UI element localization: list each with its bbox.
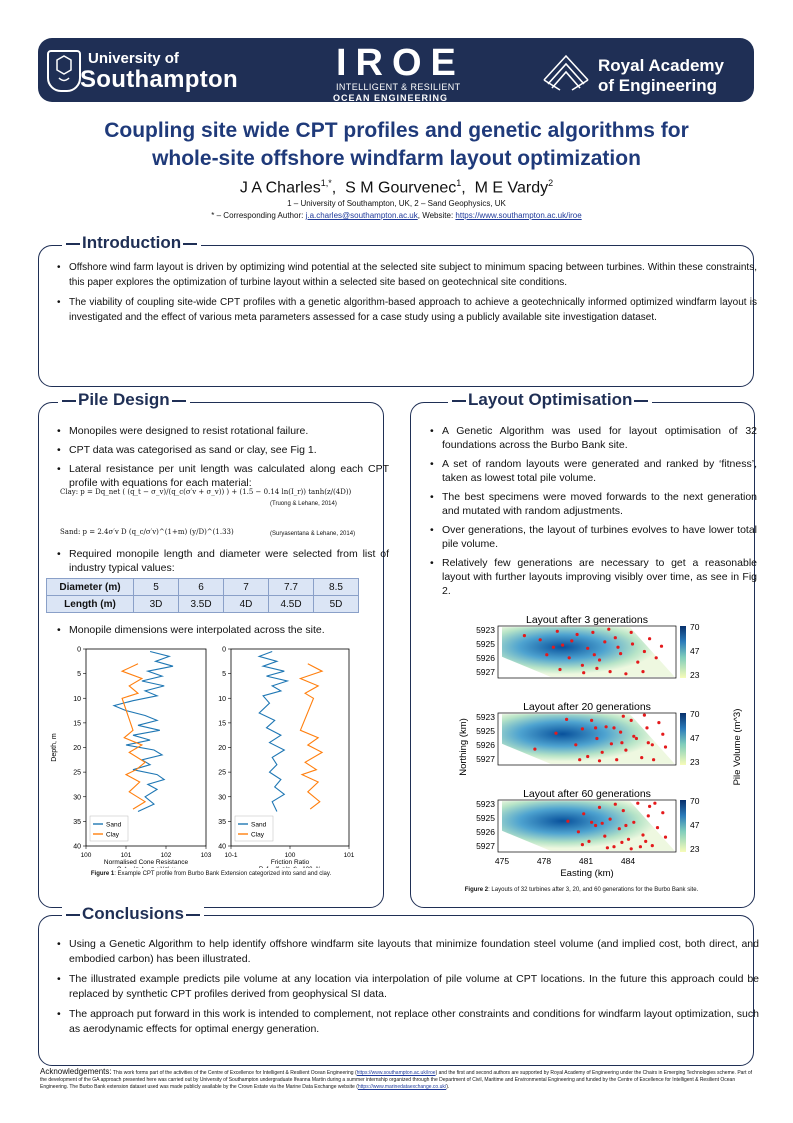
turbine-marker (591, 631, 594, 634)
x-tick-label: 101 (120, 852, 132, 859)
turbine-marker (594, 726, 597, 729)
colorbar (680, 800, 686, 852)
y-tick-label: 40 (73, 843, 81, 851)
poster-title-line2: whole-site offshore windfarm layout optimization (152, 147, 641, 170)
author-3: M E Vardy (474, 179, 549, 197)
table-cell: 8.5 (314, 579, 359, 596)
turbine-marker (581, 727, 584, 730)
y-tick-label: 30 (218, 794, 226, 802)
x-tick-label: 478 (536, 856, 552, 866)
y-tick-label: 20 (73, 745, 81, 752)
list-item: • Over generations, the layout of turbines evolves to have lower total pile volume. (442, 523, 757, 551)
turbine-marker (581, 664, 584, 667)
figure-2-caption (410, 887, 753, 893)
y-tick-label: 5923 (476, 799, 495, 809)
list-item: • The approach put forward in this work is intended to complement, not replace other constraints and conditions for windfarm layout optimization, such as aerodynamic effects for optimal energy generation. (69, 1007, 759, 1037)
turbine-marker (640, 756, 643, 759)
ack-text-3: ). (446, 1084, 450, 1090)
table-cell: 5 (134, 579, 179, 596)
y-tick-label: 40 (218, 843, 226, 851)
turbine-marker (624, 672, 627, 675)
ack-text-1: This work forms part of the activities of the Centre of Excellence for Intelligent & Resilient Ocean Engineering ( (111, 1070, 357, 1076)
turbine-marker (578, 758, 581, 761)
turbine-marker (552, 646, 555, 649)
figure-2-caption-text: : Layouts of 32 turbines after 3, 20, and 60 generations for the Burbo Bank site. (488, 887, 699, 893)
x-tick-label: 101 (343, 852, 355, 859)
turbine-marker (664, 836, 667, 839)
turbine-marker (641, 670, 644, 673)
legend-label-clay: Clay (251, 831, 265, 839)
turbine-marker (631, 642, 634, 645)
ack-iroe-link[interactable]: https://www.southampton.ac.uk/iroe (356, 1070, 436, 1076)
turbine-marker (651, 844, 654, 847)
y-tick-label: 0 (77, 646, 81, 654)
legend-label-clay: Clay (106, 831, 120, 839)
turbine-marker (576, 633, 579, 636)
turbine-marker (523, 634, 526, 637)
turbine-marker (639, 845, 642, 848)
colorbar-tick-label: 70 (690, 622, 700, 632)
turbine-marker (603, 835, 606, 838)
y-tick-label: 0 (222, 646, 226, 654)
colorbar (680, 626, 686, 678)
author-1-affiliation: 1,* (320, 178, 332, 188)
x-tick-label: 475 (494, 856, 510, 866)
y-tick-label: 5925 (476, 726, 495, 736)
y-tick-label: 5927 (476, 667, 495, 677)
turbine-marker (661, 811, 664, 814)
corr-website-link[interactable]: https://www.southampton.ac.uk/iroe (455, 211, 582, 220)
x-tick-label: 481 (578, 856, 594, 866)
x-tick-label: 102 (160, 852, 172, 859)
iroe-logo-subtitle1: INTELLIGENT & RESILIENT (336, 82, 461, 92)
y-tick-label: 35 (218, 818, 226, 826)
legend-label-sand: Sand (106, 821, 122, 829)
turbine-marker (657, 721, 660, 724)
royal-academy-logo-icon (540, 50, 592, 92)
turbine-marker (630, 847, 633, 850)
turbine-marker (614, 636, 617, 639)
turbine-marker (635, 737, 638, 740)
figure-1-caption-text: : Example CPT profile from Burbo Bank Extension categorized into sand and clay. (114, 871, 332, 877)
list-item: • Monopiles were designed to resist rotational failure. (69, 424, 389, 438)
turbine-marker (615, 758, 618, 761)
turbine-marker (652, 758, 655, 761)
turbine-marker (582, 812, 585, 815)
colorbar-tick-label: 47 (690, 646, 700, 656)
pile-design-heading: Pile Design (58, 390, 190, 410)
turbine-marker (647, 814, 650, 817)
list-item: • Using a Genetic Algorithm to help identify offshore windfarm site layouts that minimize foundation steel volume (and implied cost, both direct, and embodied carbon) has been illustrated. (69, 937, 759, 967)
royal-academy-name-line2: of Engineering (598, 76, 717, 95)
figure-1-caption-label: Figure 1 (90, 871, 115, 877)
table-cell: 7 (224, 579, 269, 596)
list-item: • Offshore wind farm layout is driven by optimizing wind potential at the selected site subject to minimum spacing between turbines. Within these constraints, this paper explores the optimization of turbine layout within a selected site based on geotechnical site conditions. (69, 260, 757, 290)
layout-title: Layout after 60 generations (523, 788, 651, 800)
turbine-marker (653, 802, 656, 805)
turbine-marker (586, 647, 589, 650)
legend-label-sand: Sand (251, 821, 267, 829)
turbine-marker (644, 840, 647, 843)
turbine-marker (620, 841, 623, 844)
list-item: • CPT data was categorised as sand or clay, see Fig 1. (69, 443, 389, 457)
colorbar-tick-label: 23 (690, 757, 700, 767)
turbine-marker (619, 731, 622, 734)
turbine-marker (582, 671, 585, 674)
table-cell: 4.5D (269, 596, 314, 613)
table-cell: 6 (179, 579, 224, 596)
clay-equation: Clay: p = Dq_net ( (q_t − σ_v)/(q_c(σ′v + σ_v)) ) + (1.5 − 0.14 ln(I_r)) tanh(z/(4D)) (60, 488, 352, 496)
turbine-marker (545, 653, 548, 656)
turbine-marker (598, 658, 601, 661)
turbine-marker (561, 644, 564, 647)
turbine-marker (636, 661, 639, 664)
turbine-marker (598, 759, 601, 762)
colorbar-tick-label: 23 (690, 670, 700, 680)
y-tick-label: 5 (77, 671, 81, 679)
introduction-list (55, 260, 757, 330)
conclusions-heading: Conclusions (62, 904, 204, 924)
turbine-marker (643, 714, 646, 717)
turbine-marker (656, 826, 659, 829)
list-item: • Lateral resistance per unit length was calculated along each CPT profile with equations for each material: (69, 462, 389, 490)
x-tick-label: 100 (80, 852, 92, 859)
colorbar-tick-label: 70 (690, 709, 700, 719)
y-tick-label: 5926 (476, 740, 495, 750)
corresponding-author (40, 211, 753, 220)
turbine-marker (539, 638, 542, 641)
list-item: • The illustrated example predicts pile volume at any location via interpolation of pile volume at CPT locations. In the future this approach could be replaced by synthetic CPT profiles derived from geophysical SI data. (69, 972, 759, 1002)
turbine-marker (618, 827, 621, 830)
turbine-marker (577, 830, 580, 833)
y-tick-label: 5927 (476, 754, 495, 764)
turbine-marker (660, 645, 663, 648)
colorbar-label: Pile Volume (m^3) (732, 708, 743, 786)
y-tick-label: 5 (222, 671, 226, 679)
y-tick-label: 25 (218, 769, 226, 777)
author-2-affiliation: 1 (456, 178, 462, 188)
university-name-line2: Southampton (80, 66, 238, 93)
poster-title-line1: Coupling site wide CPT profiles and genetic algorithms for (104, 119, 689, 142)
pile-design-list-2 (55, 547, 389, 580)
corr-prefix: * – Corresponding Author: (211, 211, 306, 220)
turbine-marker (648, 637, 651, 640)
turbine-marker (630, 631, 633, 634)
figure-1-caption (46, 871, 376, 877)
monopile-dimensions-table (46, 578, 359, 613)
table-cell: 4D (224, 596, 269, 613)
clay-equation-reference: (Truong & Lehane, 2014) (270, 501, 337, 507)
table-cell: 3D (134, 596, 179, 613)
y-tick-label: 5926 (476, 653, 495, 663)
turbine-marker (581, 843, 584, 846)
table-row (47, 579, 359, 596)
turbine-marker (655, 656, 658, 659)
list-item: • Relatively few generations are necessary to get a reasonable layout with further layouts improving visibly over time, as see in Fig 2. (442, 556, 757, 598)
y-tick-label: 10 (73, 695, 81, 703)
turbine-marker (624, 824, 627, 827)
turbine-marker (643, 650, 646, 653)
table-cell: 7.7 (269, 579, 314, 596)
colorbar-tick-label: 47 (690, 733, 700, 743)
colorbar-tick-label: 70 (690, 796, 700, 806)
turbine-marker (636, 802, 639, 805)
turbine-marker (601, 751, 604, 754)
y-tick-label: 15 (73, 720, 81, 728)
chart-legend (90, 816, 128, 841)
layout-optimisation-list (428, 424, 757, 603)
turbine-marker (533, 748, 536, 751)
turbine-marker (627, 838, 630, 841)
turbine-marker (630, 719, 633, 722)
table-cell: 5D (314, 596, 359, 613)
y-tick-label: 5923 (476, 625, 495, 635)
x-axis-sublabel (259, 867, 322, 868)
y-tick-label: 35 (73, 818, 81, 826)
list-item: • Required monopile length and diameter were selected from list of industry typical values: (69, 547, 389, 575)
introduction-heading: Introduction (62, 233, 201, 253)
university-crest-icon (47, 50, 81, 92)
layout-optimisation-heading: Layout Optimisation (448, 390, 652, 410)
turbine-marker (614, 803, 617, 806)
turbine-marker (606, 846, 609, 849)
turbine-marker (651, 743, 654, 746)
author-list: J A Charles$^{1,*}$, S M Gourvenec$^1$, M E Vardy$^2$ (239, 178, 554, 197)
pile-design-list (55, 424, 389, 495)
conclusions-list (55, 937, 759, 1042)
turbine-marker (632, 821, 635, 824)
x-axis-sublabel (117, 867, 176, 868)
list-item: • Monopile dimensions were interpolated across the site. (69, 623, 389, 637)
turbine-marker (595, 737, 598, 740)
turbine-marker (574, 743, 577, 746)
figure-2-caption-label: Figure 2 (464, 887, 489, 893)
turbine-marker (595, 667, 598, 670)
y-tick-label: 20 (218, 745, 226, 752)
poster-title (40, 117, 753, 173)
turbine-marker (607, 628, 610, 631)
corr-mid: , Website: (417, 211, 456, 220)
sand-equation-reference: (Suryasentana & Lehane, 2014) (270, 531, 356, 537)
turbine-marker (641, 833, 644, 836)
acknowledgements-label: Acknowledgements: (40, 1067, 112, 1076)
y-axis-label: Northing (km) (458, 718, 469, 776)
turbine-marker (590, 821, 593, 824)
author-3-affiliation: 2 (548, 178, 554, 188)
turbine-marker (598, 806, 601, 809)
colorbar-tick-label: 23 (690, 844, 700, 854)
turbine-marker (587, 840, 590, 843)
turbine-marker (554, 732, 557, 735)
table-header-length: Length (m) (47, 596, 134, 613)
x-axis-label: Easting (km) (560, 868, 614, 879)
x-tick-label: 100 (284, 852, 296, 859)
turbine-marker (622, 715, 625, 718)
pile-design-list-3 (55, 623, 389, 642)
acknowledgements (40, 1068, 760, 1091)
corr-email-link[interactable]: j.a.charles@southampton.ac.uk (305, 211, 418, 220)
y-tick-label: 5926 (476, 827, 495, 837)
turbine-marker (603, 640, 606, 643)
iroe-logo-subtitle2: OCEAN ENGINEERING (333, 93, 449, 103)
cpt-profile-figure (46, 643, 376, 868)
turbine-marker (566, 820, 569, 823)
turbine-marker (565, 718, 568, 721)
turbine-marker (632, 735, 635, 738)
turbine-marker (558, 668, 561, 671)
list-item: • A Genetic Algorithm was used for layout optimisation of 32 foundations across the Burbo Bank site. (442, 424, 757, 452)
royal-academy-name-line1: Royal Academy (598, 56, 724, 75)
affiliations: 1 – University of Southampton, UK, 2 – Sand Geophysics, UK (287, 199, 506, 208)
y-axis-label: Depth, m (51, 733, 58, 762)
turbine-marker (624, 749, 627, 752)
turbine-marker (619, 652, 622, 655)
layout-title: Layout after 3 generations (525, 614, 649, 626)
x-axis-label: Normalised Cone Resistance (103, 859, 189, 866)
turbine-marker (609, 818, 612, 821)
turbine-marker (647, 741, 650, 744)
x-tick-label: 103 (200, 852, 212, 859)
university-name-line1: University of (88, 50, 179, 67)
y-tick-label: 5925 (476, 813, 495, 823)
turbine-marker (620, 741, 623, 744)
turbine-marker (593, 653, 596, 656)
turbine-marker (586, 755, 589, 758)
turbine-marker (616, 646, 619, 649)
y-tick-label: 5927 (476, 841, 495, 851)
x-tick-label: 484 (620, 856, 636, 866)
chart-legend (235, 816, 273, 841)
turbine-marker (610, 742, 613, 745)
y-tick-label: 25 (73, 769, 81, 777)
colorbar-tick-label: 47 (690, 820, 700, 830)
x-axis-label: Friction Ratio (270, 859, 310, 866)
turbine-marker (568, 656, 571, 659)
iroe-logo-title: IROE (336, 42, 465, 84)
turbine-marker (590, 719, 593, 722)
y-tick-label: 15 (218, 720, 226, 728)
table-cell: 3.5D (179, 596, 224, 613)
y-tick-label: 10 (218, 695, 226, 703)
turbine-marker (612, 845, 615, 848)
turbine-marker (661, 733, 664, 736)
ack-text-2: ) and the first and second authors are supported by Royal Academy of Engineering under the Chairs in Emerging Technologies scheme. Part of the development of the GA approach presented here was carried out by University of Southampton undergraduate Ifeanna Martin during a summer internship organized through the Department of Civil, Maritime and Environmental Engineering and funded by the Centre of Excellence for Intelligent & Resilient Ocean Engineering. The Burbo Bank extension dataset used was made publicly available by the Crown Estate via the Marine Data Exchange website ( (40, 1070, 753, 1090)
table-row (47, 596, 359, 613)
sand-equation: Sand: p = 2.4σ′v D (q_c/σ′v)^(1+m) (y/D)^(1.33) (60, 528, 234, 536)
y-tick-label: 5925 (476, 639, 495, 649)
turbine-marker (648, 805, 651, 808)
y-tick-label: 30 (73, 794, 81, 802)
author-2: S M Gourvenec (345, 179, 457, 197)
colorbar (680, 713, 686, 765)
list-item: • The viability of coupling site-wide CPT profiles with a genetic algorithm-based approach to achieve a geotechnically informed optimized windfarm layout is investigated and the effect of various meta parameters assessed for a case study using a publicly available site investigation dataset. (69, 295, 757, 325)
layout-generations-figure (458, 612, 748, 882)
y-tick-label: 5923 (476, 712, 495, 722)
turbine-marker (605, 725, 608, 728)
turbine-marker (645, 726, 648, 729)
table-header-diameter: Diameter (m) (47, 579, 134, 596)
list-item: • A set of random layouts were generated and ranked by ‘fitness’, taken as lowest total pile volume. (442, 457, 757, 485)
layout-title: Layout after 20 generations (523, 701, 651, 713)
x-tick-label: 10-1 (224, 852, 238, 859)
turbine-marker (556, 630, 559, 633)
ack-marine-data-link[interactable]: https://www.marinedataexchange.co.uk/ (357, 1084, 447, 1090)
turbine-marker (612, 726, 615, 729)
turbine-marker (622, 809, 625, 812)
author-1: J A Charles (239, 179, 321, 197)
turbine-marker (664, 745, 667, 748)
list-item: • The best specimens were moved forwards to the next generation and mutated with random adjustments. (442, 490, 757, 518)
turbine-marker (594, 824, 597, 827)
turbine-marker (570, 639, 573, 642)
turbine-marker (601, 822, 604, 825)
turbine-marker (609, 670, 612, 673)
